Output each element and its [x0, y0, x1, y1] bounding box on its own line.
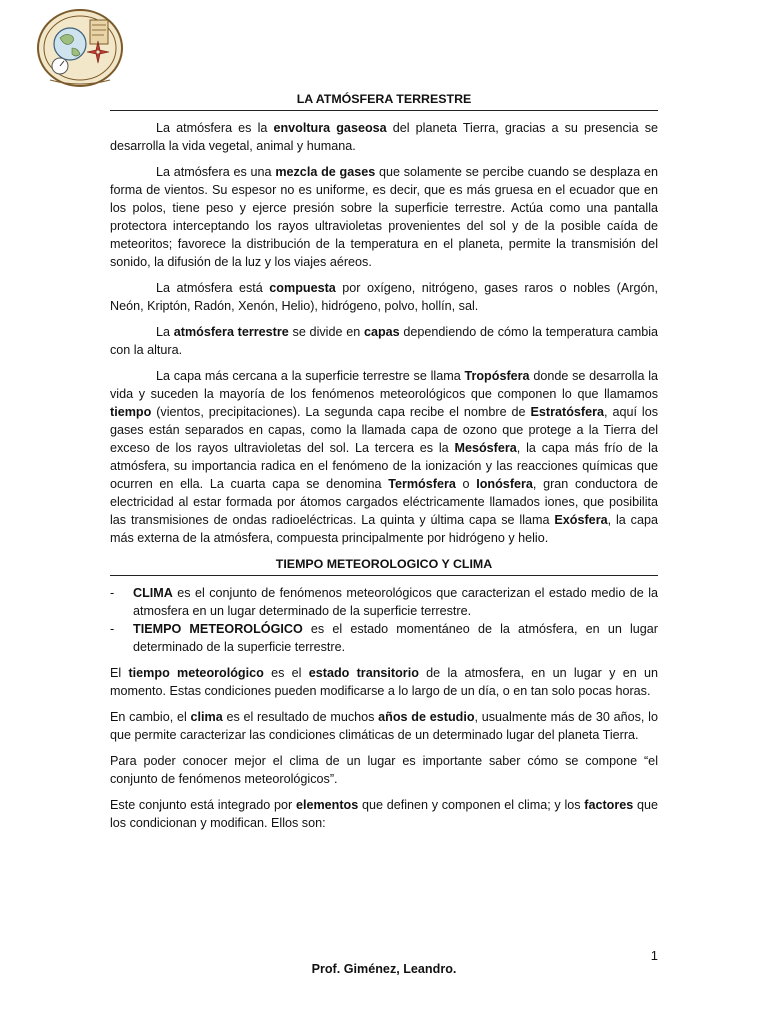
section-atmosfera-paragraphs: [110, 119, 658, 547]
text-run: que los condicionan y modifican. Ellos son:: [110, 798, 658, 830]
bold-term: CLIMA: [133, 586, 173, 600]
text-run: por oxígeno, nitrógeno, gases raros o nobles (Argón, Neón, Kriptón, Radón, Xenón, Helio), hidrógeno, polvo, hollín, sal.: [110, 281, 658, 313]
section-tiempo-clima-paragraphs: [110, 664, 658, 832]
bold-term: factores: [584, 798, 634, 812]
text-run: o: [455, 477, 477, 491]
bold-term: Mesósfera: [454, 441, 517, 455]
text-run: donde se desarrolla la vida y suceden la mayoría de los fenómenos meteorológicos que componen lo que llamamos: [110, 369, 659, 401]
text-run: La atmósfera es la: [156, 121, 274, 135]
list-item: [110, 584, 658, 620]
bold-term: compuesta: [269, 281, 336, 295]
bold-term: tiempo meteorológico: [128, 666, 264, 680]
text-run: Este conjunto está integrado por: [110, 798, 296, 812]
paragraph: [110, 279, 658, 315]
text-run: La: [156, 325, 174, 339]
paragraph: [110, 163, 658, 271]
bold-term: Ionósfera: [476, 477, 533, 491]
text-run: se divide en: [288, 325, 364, 339]
footer-author: Prof. Giménez, Leandro.: [311, 962, 457, 976]
text-run: es el resultado de muchos: [222, 710, 379, 724]
bold-term: Estratósfera: [530, 405, 604, 419]
section-title-tiempo-clima: TIEMPO METEOROLOGICO Y CLIMA: [110, 555, 658, 576]
text-run: La atmósfera es una: [156, 165, 276, 179]
definitions-list: [110, 584, 658, 656]
text-run: dependiendo de cómo la temperatura cambia con la altura.: [110, 325, 659, 357]
text-run: es el: [263, 666, 309, 680]
text-run: que solamente se percibe cuando se desplaza en forma de vientos. Su espesor no es uniforme, es decir, que es más gruesa en el ecuador que en los polos, tiene peso y ejerce presión sobre la superficie terrestre. Actúa como una pantalla protectora interceptando los rayos ultravioletas provenientes del sol y de la posible caída de meteoritos; favorece la distribución de la temperatura en el planeta, permite la transmisión del sonido, la difusión de la luz y los viajes aéreos.: [110, 165, 658, 269]
paragraph: [110, 752, 658, 788]
bold-term: elementos: [295, 798, 359, 812]
text-run: es el estado momentáneo de la atmósfera, en un lugar determinado de la superficie terrestre.: [133, 622, 658, 654]
document-body: [110, 90, 658, 840]
bold-term: Termósfera: [388, 477, 456, 491]
text-run: Para poder conocer mejor el clima de un lugar es importante saber cómo se compone “el conjunto de fenómenos meteorológicos”.: [110, 754, 658, 786]
paragraph: [110, 664, 658, 700]
text-run: El: [110, 666, 129, 680]
text-run: La capa más cercana a la superficie terrestre se llama: [156, 369, 465, 383]
text-run: es el conjunto de fenómenos meteorológicos que caracterizan el estado medio de la atmosfera en un lugar determinado de la superficie terrestre.: [133, 586, 658, 618]
paragraph: [110, 796, 658, 832]
bold-term: mezcla de gases: [275, 165, 376, 179]
text-run: La atmósfera está: [156, 281, 270, 295]
text-run: que definen y componen el clima; y los: [358, 798, 585, 812]
text-run: , la capa más externa de la atmósfera, compuesta principalmente por hidrógeno y helio.: [110, 513, 658, 545]
bold-term: Tropósfera: [464, 369, 530, 383]
text-run: , aquí los gases están separados en capas, como la llamada capa de ozono que protege a la Tierra del exceso de los rayos ultravioletas del sol. La tercera es la: [110, 405, 659, 455]
bold-term: TIEMPO METEOROLÓGICO: [133, 622, 303, 636]
paragraph: [110, 367, 658, 547]
text-run: (vientos, precipitaciones). La segunda capa recibe el nombre de: [151, 405, 531, 419]
page-number: 1: [650, 948, 658, 963]
bold-term: capas: [363, 325, 400, 339]
text-run: , gran conductora de electricidad al estar formada por átomos cargados eléctricamente llamados iones, que posibilita las transmisiones de ondas radioeléctricas. La quinta y última capa se llama: [110, 477, 658, 527]
bold-term: atmósfera terrestre: [173, 325, 289, 339]
text-run: , usualmente más de 30 años, lo que permite caracterizar las condiciones climáticas de un determinado lugar del planeta Tierra.: [110, 710, 658, 742]
bold-term: tiempo: [110, 405, 152, 419]
text-run: , la capa más frío de la atmósfera, su importancia radica en el fenómeno de la ionización y las reacciones químicas que ocurren en ella. La cuarta capa se denomina: [110, 441, 658, 491]
paragraph: [110, 708, 658, 744]
text-run: de la atmosfera, en un lugar y en un momento. Estas condiciones pueden modificarse a lo largo de un día, o en tan solo pocas horas.: [110, 666, 658, 698]
bold-term: estado transitorio: [308, 666, 419, 680]
paragraph: [110, 119, 658, 155]
text-run: En cambio, el: [110, 710, 191, 724]
text-run: del planeta Tierra, gracias a su presencia se desarrolla la vida vegetal, animal y humana.: [110, 121, 658, 153]
bold-term: Exósfera: [554, 513, 608, 527]
section-title-atmosfera: LA ATMÓSFERA TERRESTRE: [110, 90, 658, 111]
bold-term: envoltura gaseosa: [273, 121, 387, 135]
list-item: [110, 620, 658, 656]
bold-term: clima: [190, 710, 223, 724]
paragraph: [110, 323, 658, 359]
geography-logo: [36, 8, 124, 90]
bold-term: años de estudio: [378, 710, 475, 724]
